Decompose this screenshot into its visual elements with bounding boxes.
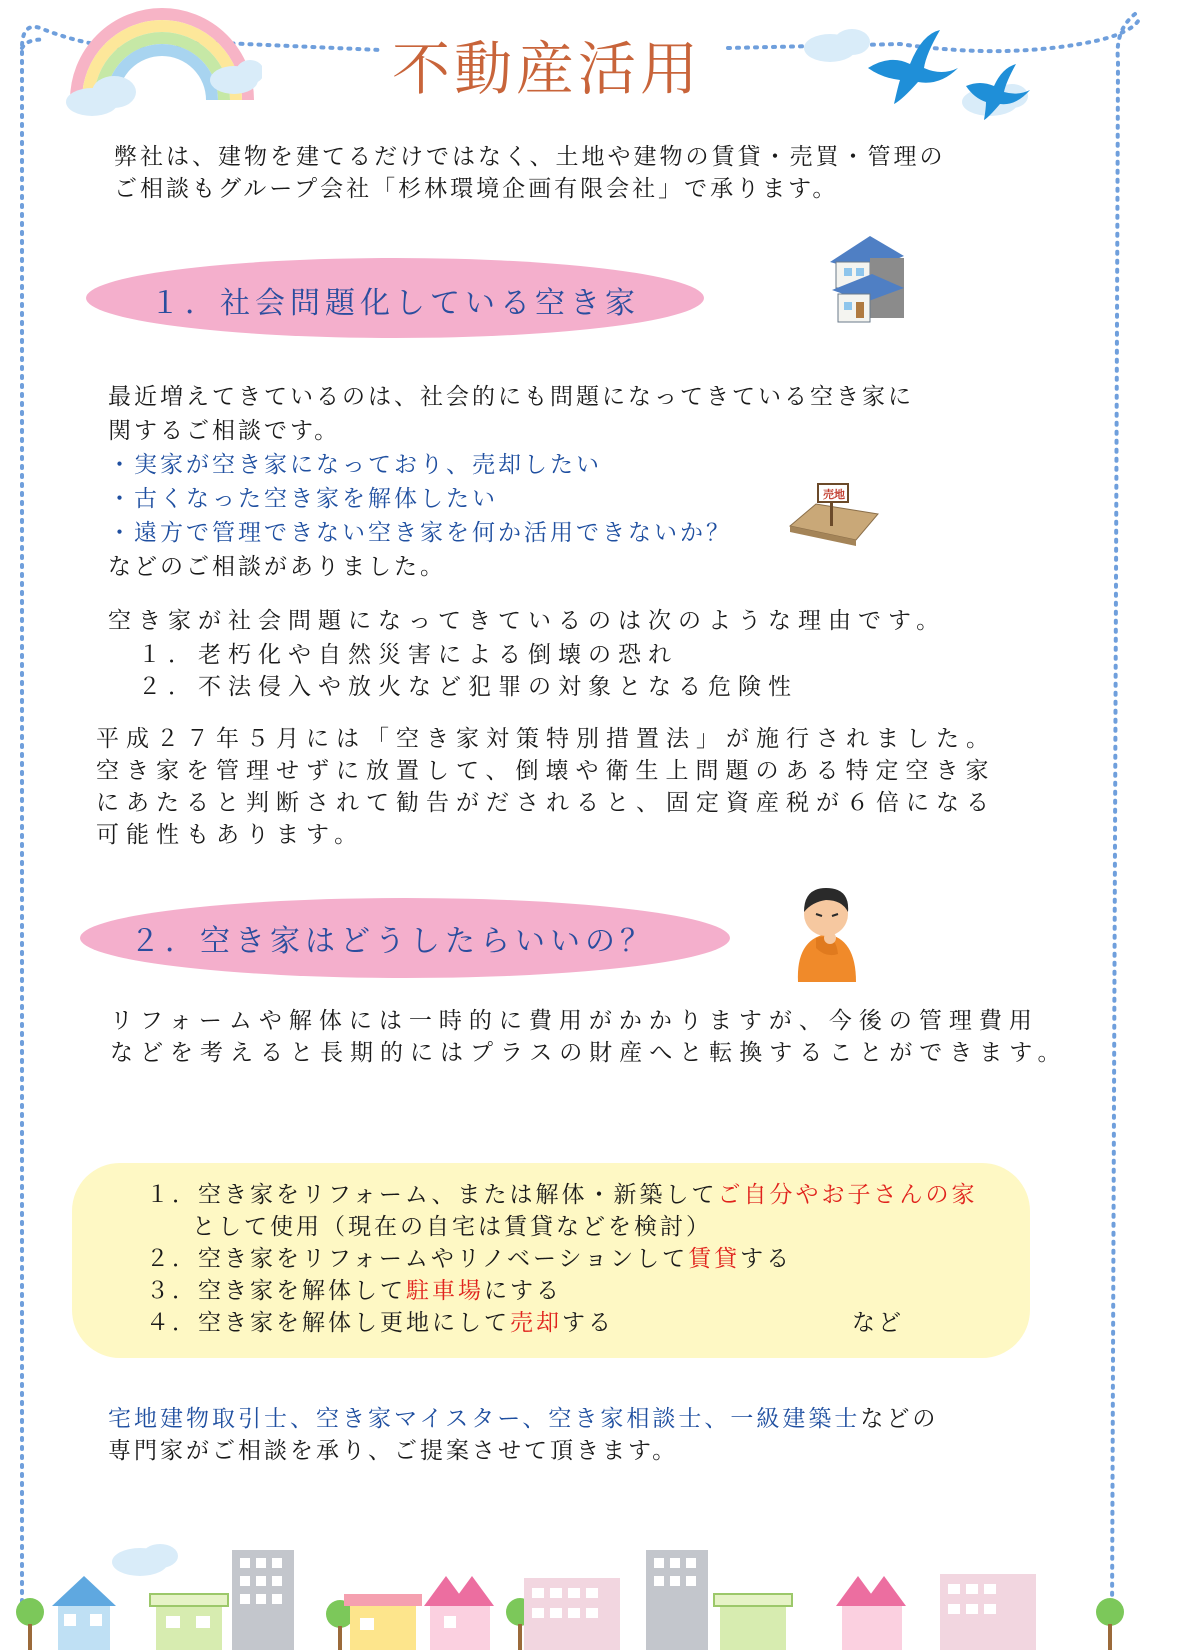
intro-line-1: 弊社は、建物を建てるだけではなく、土地や建物の賃貸・売買・管理の <box>114 144 946 170</box>
option-4-tail: など <box>852 1310 904 1336</box>
option-1-text: １．空き家をリフォーム、または解体・新築して <box>146 1182 718 1208</box>
bullet-item: ・遠方で管理できない空き家を何か活用できないか？ <box>108 520 732 546</box>
bullet-item: ・古くなった空き家を解体したい <box>108 486 498 512</box>
experts-suffix: などの <box>860 1406 939 1432</box>
option-2-suffix: する <box>740 1246 793 1272</box>
birds-illustration <box>790 24 1060 124</box>
land-sign-label: 売地 <box>823 488 845 501</box>
option-item-1 <box>146 1178 978 1212</box>
option-4-highlight: 売却 <box>510 1310 562 1336</box>
option-4-text: ４．空き家を解体し更地にして <box>146 1310 510 1336</box>
section1-heading: １．社会問題化している空き家 <box>150 286 640 321</box>
house-illustration <box>822 232 918 328</box>
thinking-man-illustration <box>790 878 864 982</box>
town-skyline-illustration <box>0 1530 1182 1650</box>
law-line: にあたると判断されて勧告がだされると、固定資産税が６倍になる <box>96 790 996 816</box>
bullet-item: ・実家が空き家になっており、売却したい <box>108 452 602 478</box>
reason-item: ２．不法侵入や放火など犯罪の対象となる危険性 <box>138 674 798 700</box>
section2-para-line-1: リフォームや解体には一時的に費用がかかりますが、今後の管理費用 <box>110 1008 1039 1034</box>
experts-list: 宅地建物取引士、空き家マイスター、空き家相談士、一級建築士 <box>108 1406 861 1432</box>
law-line: 平成２７年５月には「空き家対策特別措置法」が施行されました。 <box>96 726 996 752</box>
option-3-suffix: にする <box>484 1278 562 1304</box>
option-1-highlight: ご自分やお子さんの家 <box>717 1182 978 1208</box>
page-title: 不動産活用 <box>392 35 703 103</box>
option-item-4 <box>146 1306 614 1340</box>
option-2-highlight: 賃貸 <box>688 1246 741 1272</box>
option-3-highlight: 駐車場 <box>406 1278 484 1304</box>
option-4-suffix: する <box>562 1310 614 1336</box>
experts-line-2: 専門家がご相談を承り、ご提案させて頂きます。 <box>108 1438 679 1464</box>
section1-para-line-1: 最近増えてきているのは、社会的にも問題になってきている空き家に <box>108 384 914 410</box>
option-2-text: ２．空き家をリフォームやリノベーションして <box>146 1246 689 1272</box>
law-line: 可能性もあります。 <box>96 822 365 848</box>
reason-item: １．老朽化や自然災害による倒壊の恐れ <box>138 642 678 668</box>
intro-line-2: ご相談もグループ会社「杉林環境企画有限会社」で承ります。 <box>114 176 839 202</box>
law-line: 空き家を管理せずに放置して、倒壊や衛生上問題のある特定空き家 <box>96 758 996 784</box>
section1-para-line-2: 関するご相談です。 <box>108 418 341 444</box>
rainbow-illustration <box>62 0 262 118</box>
land-for-sale-illustration <box>786 480 882 550</box>
reasons-intro: 空き家が社会問題になってきているのは次のような理由です。 <box>108 608 947 634</box>
option-item-1-line-2: として使用（現在の自宅は賃貸などを検討） <box>192 1214 712 1240</box>
option-3-text: ３．空き家を解体して <box>146 1278 406 1304</box>
option-item-2 <box>146 1242 792 1276</box>
section2-heading: ２．空き家はどうしたらいいの？ <box>130 924 655 959</box>
option-item-3 <box>146 1274 562 1308</box>
experts-line-1 <box>108 1402 938 1436</box>
section2-para-line-2: などを考えると長期的にはプラスの財産へと転換することができます。 <box>110 1040 1068 1066</box>
section1-para-end: などのご相談がありました。 <box>108 554 446 580</box>
